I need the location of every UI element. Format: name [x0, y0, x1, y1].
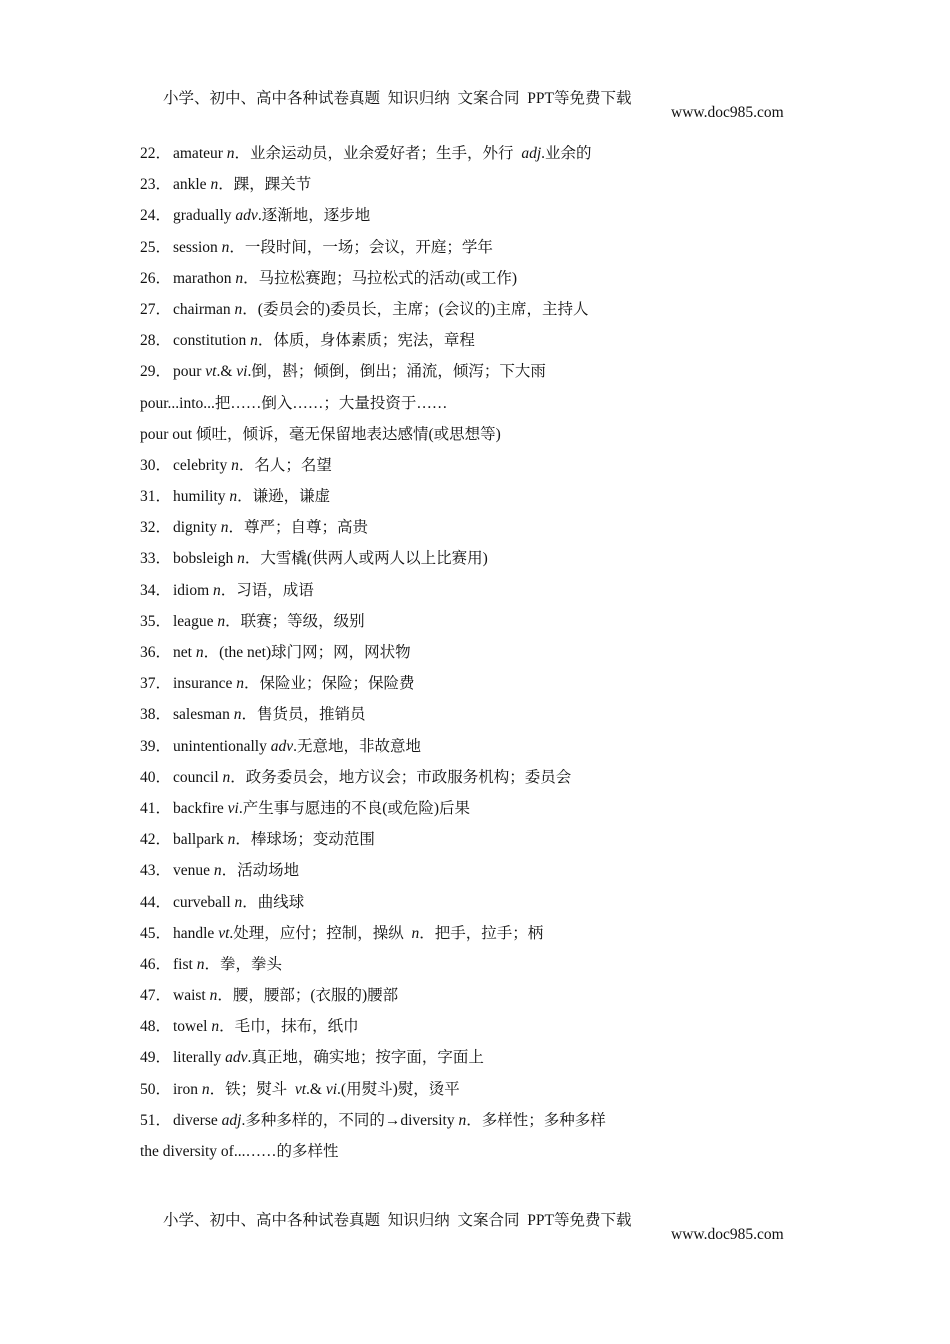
- vocab-entry: [140, 172, 860, 203]
- part-of-speech: vi: [236, 363, 248, 381]
- entry-number: 25．: [140, 238, 172, 256]
- entry-text: towel: [173, 1018, 212, 1036]
- entry-text: ．踝，踝关节: [218, 176, 312, 194]
- part-of-speech: adv: [270, 737, 294, 755]
- part-of-speech: n: [234, 893, 243, 911]
- entry-text: celebrity: [173, 456, 232, 474]
- entry-number: 45．: [140, 924, 172, 942]
- entry-text: ．毛巾，抹布，纸巾: [219, 1018, 359, 1036]
- vocab-entry: [140, 952, 860, 983]
- entry-text: ．一段时间，一场；会议，开庭；学年: [229, 238, 493, 256]
- entry-text: backfire: [173, 799, 228, 817]
- entry-number: 29．: [140, 363, 172, 381]
- vocab-entry: [140, 765, 860, 796]
- entry-text: ．政务委员会，地方议会；市政服务机构；委员会: [230, 768, 572, 786]
- vocab-entry: [140, 359, 860, 390]
- entry-number: 41．: [140, 799, 172, 817]
- header-text: 小学、初中、高中各种试卷真题 知识归纳 文案合同 PPT等免费下载: [163, 90, 632, 107]
- entry-text: ．习语，成语: [220, 581, 314, 599]
- entry-text: ．多样性；多种多样: [466, 1111, 606, 1129]
- page-header: [0, 68, 950, 122]
- vocab-entry: [140, 328, 860, 359]
- part-of-speech: adj: [521, 145, 542, 162]
- part-of-speech: n: [458, 1111, 467, 1129]
- vocab-entry: [140, 266, 860, 297]
- entry-number: 47．: [140, 987, 172, 1005]
- part-of-speech: n: [213, 581, 221, 599]
- entry-text: ankle: [173, 176, 211, 194]
- entry-text: literally: [173, 1049, 226, 1067]
- entry-number: 23．: [140, 176, 172, 194]
- entry-number: 44．: [140, 893, 172, 911]
- entry-number: 39．: [140, 737, 172, 755]
- entry-number: 46．: [140, 955, 172, 973]
- page-footer: [0, 1190, 950, 1244]
- part-of-speech: adj: [221, 1111, 242, 1129]
- entry-number: 26．: [140, 269, 172, 287]
- header-url[interactable]: www.doc985.com: [671, 104, 784, 121]
- entry-text: salesman: [173, 706, 234, 724]
- vocab-phrase: [140, 391, 860, 422]
- part-of-speech: n: [226, 145, 235, 162]
- part-of-speech: n: [229, 488, 238, 506]
- part-of-speech: n: [195, 644, 204, 661]
- part-of-speech: n: [196, 955, 205, 973]
- part-of-speech: n: [220, 519, 229, 537]
- entry-text: marathon: [173, 269, 236, 287]
- entry-text: pour...into...把……倒入……；大量投资于……: [140, 394, 448, 412]
- entry-number: 43．: [140, 862, 172, 880]
- entry-text: council: [173, 768, 223, 786]
- part-of-speech: n: [411, 924, 420, 942]
- vocab-entry: [140, 796, 860, 827]
- entry-text: .&: [216, 363, 237, 381]
- entry-number: 51．: [140, 1111, 172, 1129]
- entry-text: ．售货员，推销员: [241, 706, 366, 724]
- vocab-entry: [140, 1108, 860, 1139]
- entry-text: ．大雪橇(供两人或两人以上比赛用): [244, 550, 488, 568]
- part-of-speech: vt: [218, 924, 230, 942]
- entry-number: 40．: [140, 768, 172, 786]
- entry-text: .业余的: [541, 145, 592, 162]
- entry-text: ．棒球场；变动范围: [235, 831, 375, 849]
- entry-text: gradually: [173, 207, 236, 225]
- entry-text: iron: [173, 1080, 202, 1098]
- part-of-speech: n: [231, 456, 239, 474]
- part-of-speech: n: [221, 238, 230, 256]
- entry-number: 34．: [140, 581, 172, 599]
- part-of-speech: vt: [294, 1080, 307, 1098]
- entry-text: ．业余运动员，业余爱好者；生手，外行: [234, 145, 522, 162]
- entry-number: 33．: [140, 550, 172, 568]
- entry-text: the diversity of...……的多样性: [140, 1143, 339, 1160]
- entry-number: 48．: [140, 1018, 172, 1036]
- entry-text: ．尊严；自尊；高贵: [228, 519, 369, 537]
- vocab-entry: [140, 734, 860, 765]
- entry-text: dignity: [173, 519, 221, 537]
- entry-number: 30．: [140, 456, 172, 474]
- entry-text: session: [173, 238, 222, 256]
- entry-text: diverse: [173, 1111, 222, 1129]
- vocab-entry: [140, 1077, 860, 1108]
- entry-text: ．曲线球: [242, 893, 305, 911]
- entry-text: humility: [173, 488, 230, 506]
- entry-text: .处理，应付；控制，操纵: [229, 924, 412, 942]
- entry-text: ．谦逊，谦虚: [237, 488, 331, 506]
- entry-text: .倒，斟；倾倒，倒出；涌流，倾泻；下大雨: [247, 363, 546, 381]
- entry-number: 50．: [140, 1080, 172, 1098]
- entry-text: .产生事与愿违的不良(或危险)后果: [238, 799, 471, 817]
- entry-text: ．马拉松赛跑；马拉松式的活动(或工作): [243, 269, 517, 287]
- entry-text: .无意地，非故意地: [293, 737, 422, 755]
- part-of-speech: adv: [235, 207, 258, 225]
- vocab-entry: [140, 578, 860, 609]
- part-of-speech: n: [210, 176, 219, 194]
- part-of-speech: n: [213, 862, 222, 880]
- vocab-entry: [140, 983, 860, 1014]
- vocab-entry: [140, 515, 860, 546]
- footer-text: 小学、初中、高中各种试卷真题 知识归纳 文案合同 PPT等免费下载: [163, 1212, 632, 1229]
- entry-text: chairman: [173, 300, 235, 318]
- entry-text: .&: [306, 1080, 326, 1098]
- part-of-speech: n: [201, 1080, 210, 1098]
- vocabulary-list: [140, 141, 860, 1170]
- part-of-speech: n: [250, 332, 258, 350]
- vocab-entry: [140, 453, 860, 484]
- vocab-entry: [140, 890, 860, 921]
- vocab-entry: [140, 671, 860, 702]
- part-of-speech: n: [227, 831, 236, 849]
- part-of-speech: vt: [205, 363, 217, 381]
- vocab-entry: [140, 203, 860, 234]
- entry-number: 32．: [140, 519, 172, 537]
- entry-text: ．(the net)球门网；网，网状物: [203, 644, 411, 661]
- entry-number: 36．: [140, 644, 172, 661]
- part-of-speech: n: [217, 612, 226, 630]
- vocab-entry: [140, 827, 860, 858]
- entry-text: ．拳，拳头: [204, 955, 282, 973]
- entry-text: ．铁；熨斗: [209, 1080, 295, 1098]
- part-of-speech: n: [211, 1018, 220, 1036]
- entry-number: 27．: [140, 300, 172, 318]
- entry-text: unintentionally: [173, 737, 271, 755]
- vocab-entry: [140, 609, 860, 640]
- entry-number: 24．: [140, 207, 172, 225]
- entry-text: ．把手，拉手；柄: [419, 924, 544, 942]
- entry-number: 49．: [140, 1049, 172, 1067]
- entry-text: ．腰，腰部；(衣服的)腰部: [217, 987, 399, 1005]
- entry-number: 38．: [140, 706, 172, 724]
- entry-text: bobsleigh: [173, 550, 238, 568]
- part-of-speech: n: [222, 768, 231, 786]
- part-of-speech: vi: [325, 1080, 338, 1098]
- part-of-speech: n: [236, 675, 245, 693]
- entry-text: league: [173, 612, 218, 630]
- part-of-speech: n: [237, 550, 245, 568]
- entry-text: handle: [173, 924, 219, 942]
- entry-number: 35．: [140, 612, 172, 630]
- part-of-speech: adv: [225, 1049, 248, 1067]
- entry-number: 22．: [140, 145, 172, 162]
- vocab-entry: [140, 141, 860, 172]
- vocab-phrase: [140, 422, 860, 453]
- entry-text: pour: [173, 363, 206, 381]
- entry-text: ．(委员会的)委员长，主席；(会议的)主席，主持人: [242, 300, 589, 318]
- entry-text: venue: [173, 862, 214, 880]
- vocab-entry: [140, 858, 860, 889]
- vocab-entry: [140, 702, 860, 733]
- part-of-speech: vi: [227, 799, 239, 817]
- entry-text: curveball: [173, 893, 235, 911]
- entry-text: waist: [173, 987, 210, 1005]
- entry-text: .多种多样的，不同的→diversity: [241, 1111, 459, 1129]
- entry-text: constitution: [173, 332, 251, 350]
- part-of-speech: n: [235, 269, 244, 287]
- entry-text: idiom: [173, 581, 214, 599]
- entry-text: ballpark: [173, 831, 228, 849]
- part-of-speech: n: [209, 987, 218, 1005]
- vocab-entry: [140, 546, 860, 577]
- entry-text: ．活动场地: [221, 862, 300, 880]
- vocab-entry: [140, 1014, 860, 1045]
- vocab-entry: [140, 640, 860, 671]
- entry-number: 37．: [140, 675, 172, 693]
- entry-text: .(用熨斗)熨，烫平: [337, 1080, 460, 1098]
- vocab-entry: [140, 1045, 860, 1076]
- entry-text: fist: [173, 955, 197, 973]
- vocab-entry: [140, 484, 860, 515]
- entry-number: 28．: [140, 332, 172, 350]
- entry-number: 42．: [140, 831, 172, 849]
- entry-text: .真正地，确实地；按字面，字面上: [247, 1049, 484, 1067]
- entry-text: insurance: [173, 675, 237, 693]
- part-of-speech: n: [234, 300, 243, 318]
- entry-text: ．名人；名望: [238, 456, 332, 474]
- vocab-phrase: [140, 1139, 860, 1170]
- entry-text: .逐渐地，逐步地: [257, 207, 371, 225]
- entry-text: amateur: [173, 145, 227, 162]
- vocab-entry: [140, 921, 860, 952]
- footer-url[interactable]: www.doc985.com: [671, 1226, 784, 1243]
- entry-number: 31．: [140, 488, 172, 506]
- entry-text: ．保险业；保险；保险费: [244, 675, 415, 693]
- entry-text: ．体质，身体素质；宪法，章程: [257, 332, 475, 350]
- entry-text: pour out 倾吐，倾诉，毫无保留地表达感情(或思想等): [140, 425, 501, 443]
- entry-text: ．联赛；等级，级别: [225, 612, 365, 630]
- entry-text: net: [173, 644, 196, 661]
- vocab-entry: [140, 297, 860, 328]
- vocab-entry: [140, 235, 860, 266]
- part-of-speech: n: [233, 706, 242, 724]
